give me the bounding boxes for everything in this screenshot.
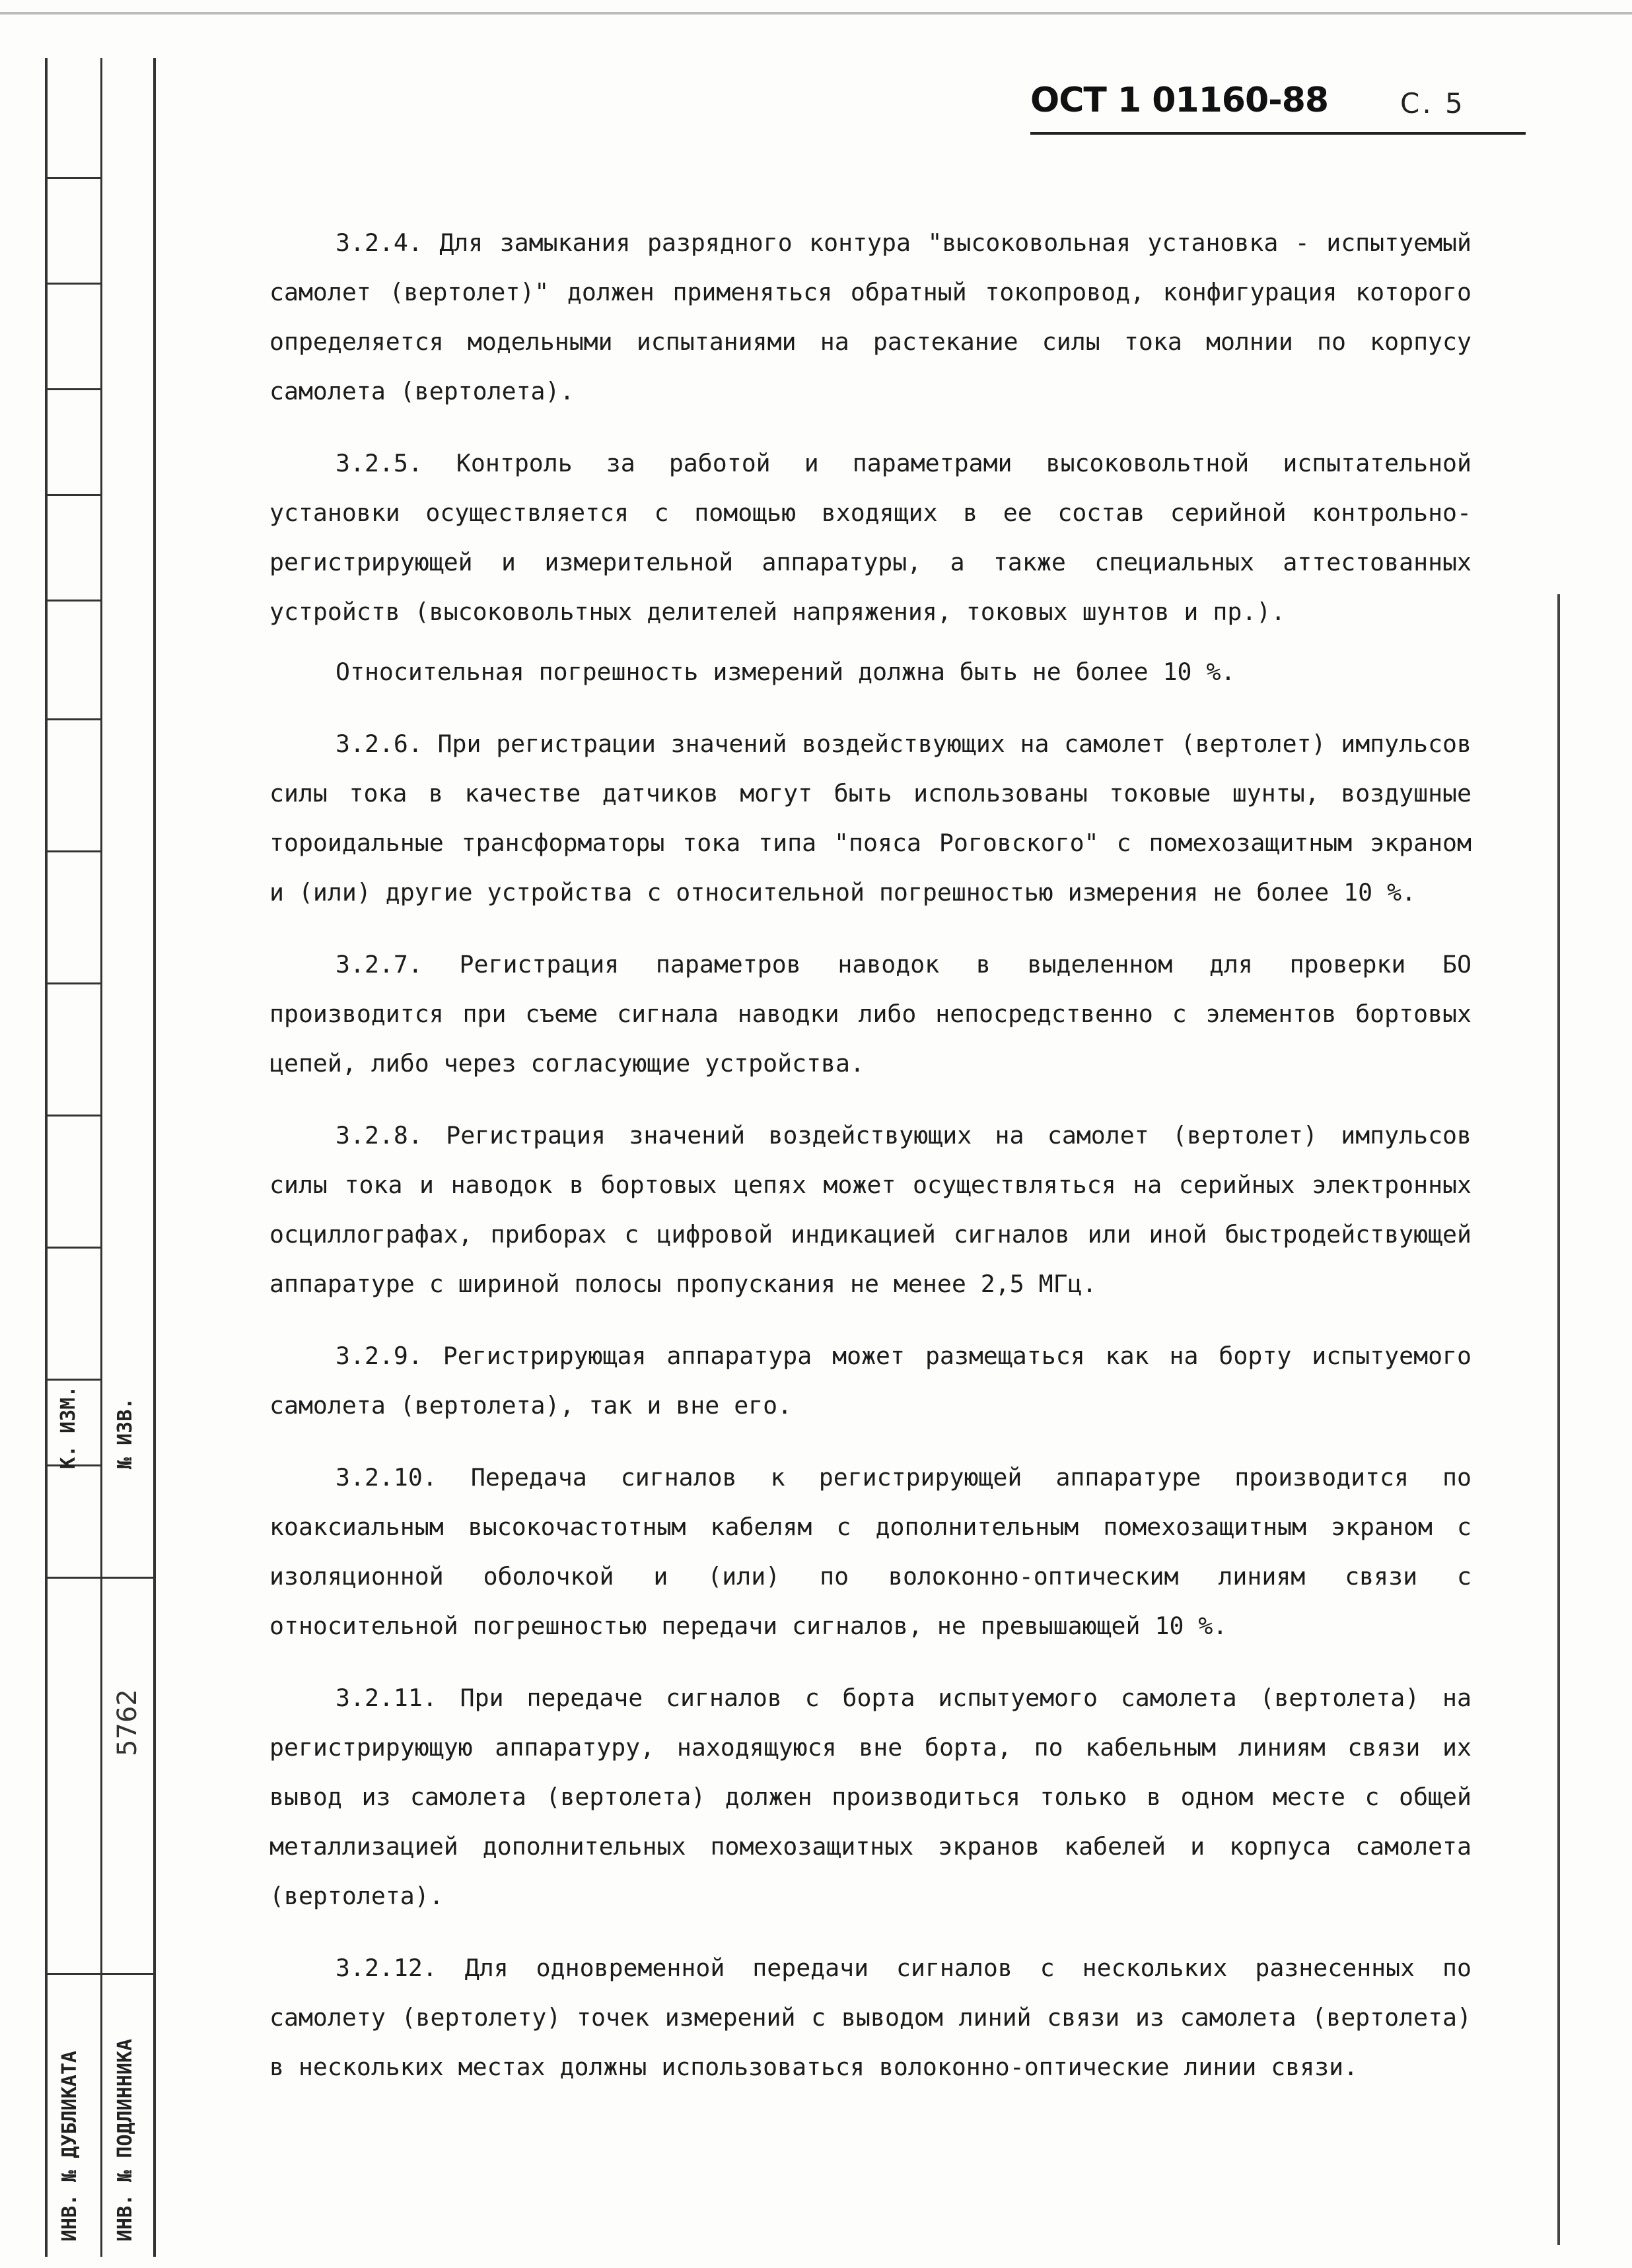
- document-code: ОСТ 1 01160-88: [1030, 81, 1329, 120]
- paragraph-3-2-11: 3.2.11. При передаче сигналов с борта испытуемого самолета (вертолета) на регистрирующую аппаратуру, находящуюся вне борта, по кабельным линиям связи их вывод из самолета (вертолета) должен производиться только в одном месте с общей металлизацией дополнительных помехозащитных экранов кабелей и корпуса самолета (вертолета).: [269, 1684, 1486, 1910]
- margin-label-izm: К. ИЗМ.: [57, 1385, 80, 1469]
- margin-cell-line: [48, 1577, 153, 1579]
- margin-cell-line: [48, 1379, 100, 1381]
- margin-label-izv: № ИЗВ.: [114, 1397, 137, 1469]
- page-top-border: [0, 12, 1632, 15]
- margin-podlinnik-number: 5762: [112, 1689, 143, 1756]
- margin-cell-line: [48, 718, 100, 720]
- right-margin-rule: [1557, 594, 1560, 2245]
- margin-cell-line: [48, 177, 100, 179]
- margin-stamp-frame: [45, 58, 156, 2257]
- paragraph-3-2-6: 3.2.6. При регистрации значений воздействующих на самолет (вертолет) импульсов силы тока в качестве датчиков могут быть использованы токовые шунты, воздушные тороидальные трансформаторы тока типа "пояса Роговского" с помехозащитным экраном и (или) другие устройства с относительной погрешностью измерения не более 10 %.: [269, 730, 1486, 907]
- paragraph-error-note: Относительная погрешность измерений должна быть не более 10 %.: [336, 658, 1236, 686]
- page-header: [1030, 81, 1526, 140]
- margin-label-podlinnik: ИНВ. № ПОДЛИННИКА: [114, 2038, 137, 2242]
- margin-cell-line: [48, 1247, 100, 1249]
- paragraph-3-2-4: 3.2.4. Для замыкания разрядного контура "высоковольная установка - испытуемый самолет (вертолет)" должен применяться обратный токопровод, конфигурация которого определяется модельными испытаниями на растекание силы тока молнии по корпусу самолета (вертолета).: [269, 228, 1486, 405]
- margin-cell-line: [48, 388, 100, 390]
- margin-label-dublikat: ИНВ. № ДУБЛИКАТА: [58, 2051, 81, 2242]
- margin-cell-line: [48, 283, 100, 285]
- paragraph-3-2-10: 3.2.10. Передача сигналов к регистрирующей аппаратуре производится по коаксиальным высокочастотным кабелям с дополнительным помехозащитным экраном с изоляционной оболочкой и (или) по волоконно-оптическим линиям связи с относительной погрешностью передачи сигналов, не превышающей 10 %.: [269, 1463, 1486, 1640]
- margin-cell-line: [48, 1115, 100, 1117]
- page-number: С. 5: [1400, 87, 1466, 120]
- margin-cell-line: [48, 982, 100, 984]
- margin-cell-line: [48, 850, 100, 852]
- margin-column-divider: [100, 58, 102, 2257]
- margin-cell-line: [48, 1973, 153, 1975]
- paragraph-3-2-7: 3.2.7. Регистрация параметров наводок в выделенном для проверки БО производится при съеме сигнала наводки либо непосредственно с элементов бортовых цепей, либо через согласующие устройства.: [269, 950, 1486, 1078]
- margin-cell-line: [48, 494, 100, 496]
- paragraph-3-2-9: 3.2.9. Регистрирующая аппаратура может размещаться как на борту испытуемого самолета (вертолета), так и вне его.: [269, 1342, 1486, 1420]
- paragraph-3-2-12: 3.2.12. Для одновременной передачи сигналов с нескольких разнесенных по самолету (вертолету) точек измерений с выводом линий связи из самолета (вертолета) в нескольких местах должны использоваться волоконно-оптические линии связи.: [269, 1954, 1486, 2081]
- header-underline: [1030, 132, 1526, 135]
- paragraph-3-2-5: 3.2.5. Контроль за работой и параметрами высоковольтной испытательной установки осуществляется с помощью входящих в ее состав серийной контрольно-регистрирующей и измерительной аппаратуры, а также специальных аттестованных устройств (высоковольтных делителей напряжения, токовых шунтов и пр.).: [269, 449, 1486, 626]
- paragraph-3-2-8: 3.2.8. Регистрация значений воздействующих на самолет (вертолет) импульсов силы тока и наводок в бортовых цепях может осуществляться на серийных электронных осциллографах, приборах с цифровой индикацией сигналов или иной быстродействующей аппаратуре с шириной полосы пропускания не менее 2,5 МГц.: [269, 1121, 1486, 1298]
- document-body: [269, 218, 1486, 2114]
- margin-cell-line: [48, 600, 100, 601]
